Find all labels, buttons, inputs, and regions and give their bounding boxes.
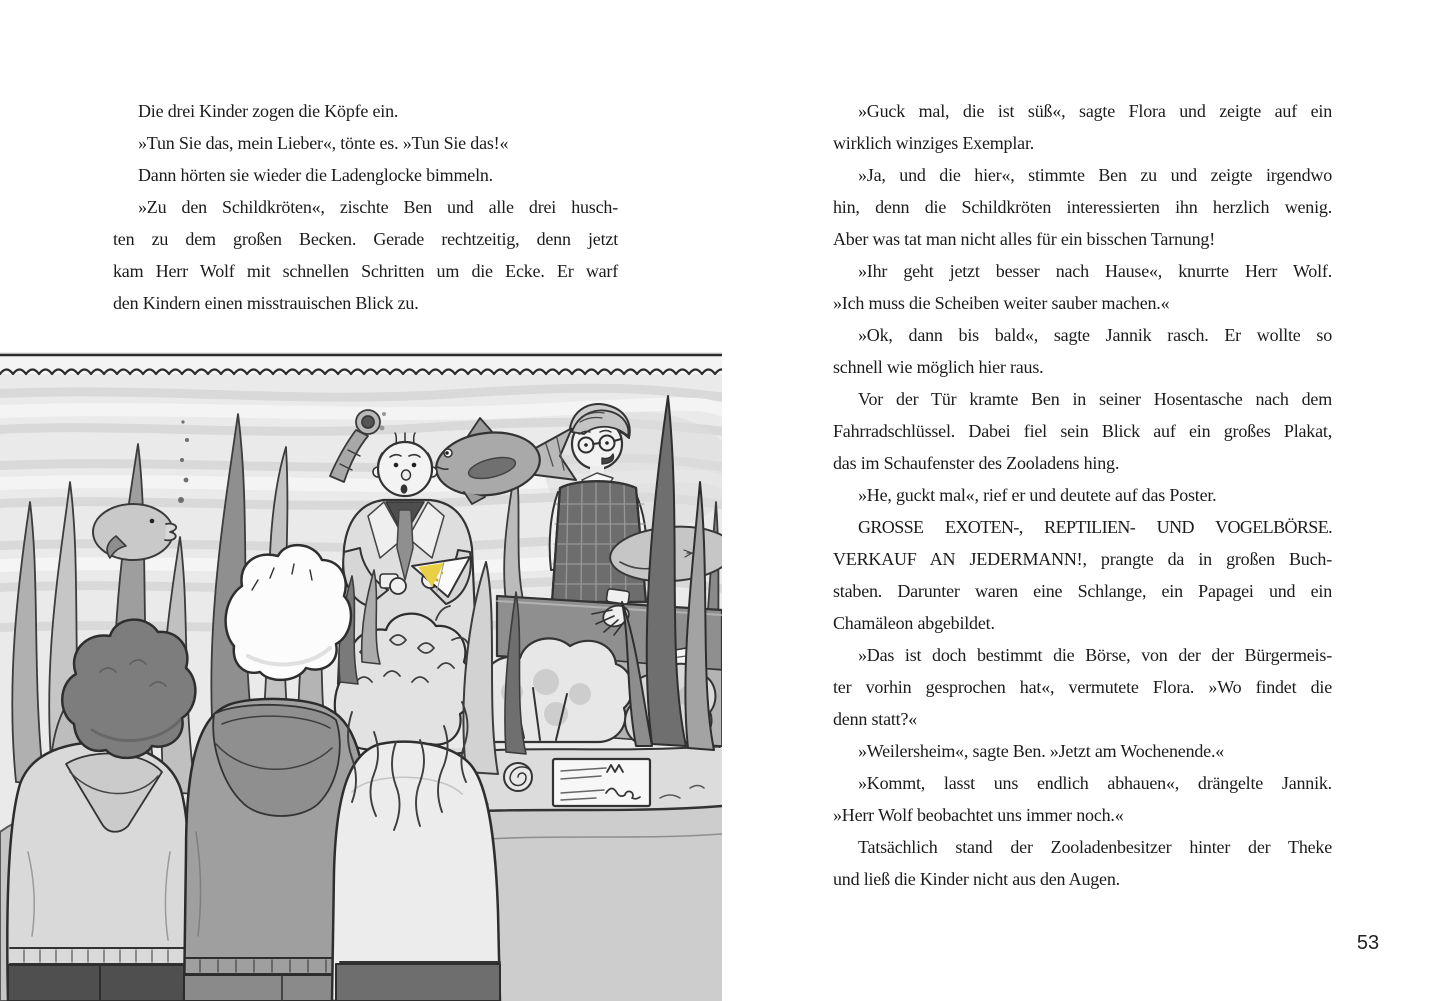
text-line: ten zu dem großen Becken. Gerade rechtzeitig, denn jetzt bbox=[113, 229, 618, 249]
text-line: »Ihr geht jetzt besser nach Hause«, knurrte Herr Wolf. bbox=[858, 261, 1332, 281]
text-line: »Tun Sie das, mein Lieber«, tönte es. »Tun Sie das!« bbox=[138, 133, 509, 153]
text-line: »Ok, dann bis bald«, sagte Jannik rasch. Er wollte so bbox=[858, 325, 1332, 345]
snail-shell bbox=[504, 763, 532, 791]
text-line: GROSSE EXOTEN-, REPTILIEN- UND VOGELBÖRSE. bbox=[858, 517, 1332, 537]
text-line: schnell wie möglich hier raus. bbox=[833, 357, 1044, 377]
left-page-text bbox=[113, 95, 618, 319]
page-number: 53 bbox=[1356, 932, 1380, 954]
text-line: »Herr Wolf beobachtet uns immer noch.« bbox=[833, 805, 1124, 825]
text-line: ter vorhin gesprochen hat«, vermutete Flora. »Wo findet die bbox=[833, 677, 1332, 697]
text-line: »Das ist doch bestimmt die Börse, von der der Bürgermeis- bbox=[858, 645, 1332, 665]
illustration-svg bbox=[0, 352, 722, 1001]
text-line: Fahrradschlüssel. Dabei fiel sein Blick auf ein großes Plakat, bbox=[833, 421, 1332, 441]
text-line: »Kommt, lasst uns endlich abhauen«, drängelte Jannik. bbox=[858, 773, 1332, 793]
text-line: Aber was tat man nicht alles für ein bisschen Tarnung! bbox=[833, 229, 1215, 249]
text-line: Die drei Kinder zogen die Köpfe ein. bbox=[138, 101, 399, 121]
text-line: den Kindern einen misstrauischen Blick zu. bbox=[113, 293, 419, 313]
text-line: wirklich winziges Exemplar. bbox=[833, 133, 1035, 153]
text-line: »He, guckt mal«, rief er und deutete auf das Poster. bbox=[858, 485, 1217, 505]
right-page-text bbox=[833, 95, 1332, 895]
text-line: »Weilersheim«, sagte Ben. »Jetzt am Wochenende.« bbox=[858, 741, 1225, 761]
text-line: Chamäleon abgebildet. bbox=[833, 613, 995, 633]
text-line: staben. Darunter waren eine Schlange, ein Papagei und ein bbox=[833, 581, 1332, 601]
text-line: VERKAUF AN JEDERMANN!, prangte da in großen Buch- bbox=[833, 549, 1332, 569]
text-line: das im Schaufenster des Zooladens hing. bbox=[833, 453, 1120, 473]
text-line: Dann hörten sie wieder die Ladenglocke bimmeln. bbox=[138, 165, 493, 185]
price-sign bbox=[553, 759, 650, 806]
text-line: Vor der Tür kramte Ben in seiner Hosentasche nach dem bbox=[858, 389, 1332, 409]
aquarium-illustration bbox=[0, 352, 722, 1001]
text-line: »Guck mal, die ist süß«, sagte Flora und zeigte auf ein bbox=[858, 101, 1332, 121]
text-line: denn statt?« bbox=[833, 709, 918, 729]
text-line: und ließ die Kinder nicht aus den Augen. bbox=[833, 869, 1120, 889]
text-line: hin, denn die Schildkröten interessierten ihn herzlich wenig. bbox=[833, 197, 1332, 217]
text-line: »Zu den Schildkröten«, zischte Ben und alle drei husch- bbox=[138, 197, 618, 217]
text-line: kam Herr Wolf mit schnellen Schritten um die Ecke. Er warf bbox=[113, 261, 618, 281]
text-line: »Ich muss die Scheiben weiter sauber machen.« bbox=[833, 293, 1170, 313]
text-line: Tatsächlich stand der Zooladenbesitzer hinter der Theke bbox=[858, 837, 1332, 857]
text-line: »Ja, und die hier«, stimmte Ben zu und zeigte irgendwo bbox=[858, 165, 1332, 185]
